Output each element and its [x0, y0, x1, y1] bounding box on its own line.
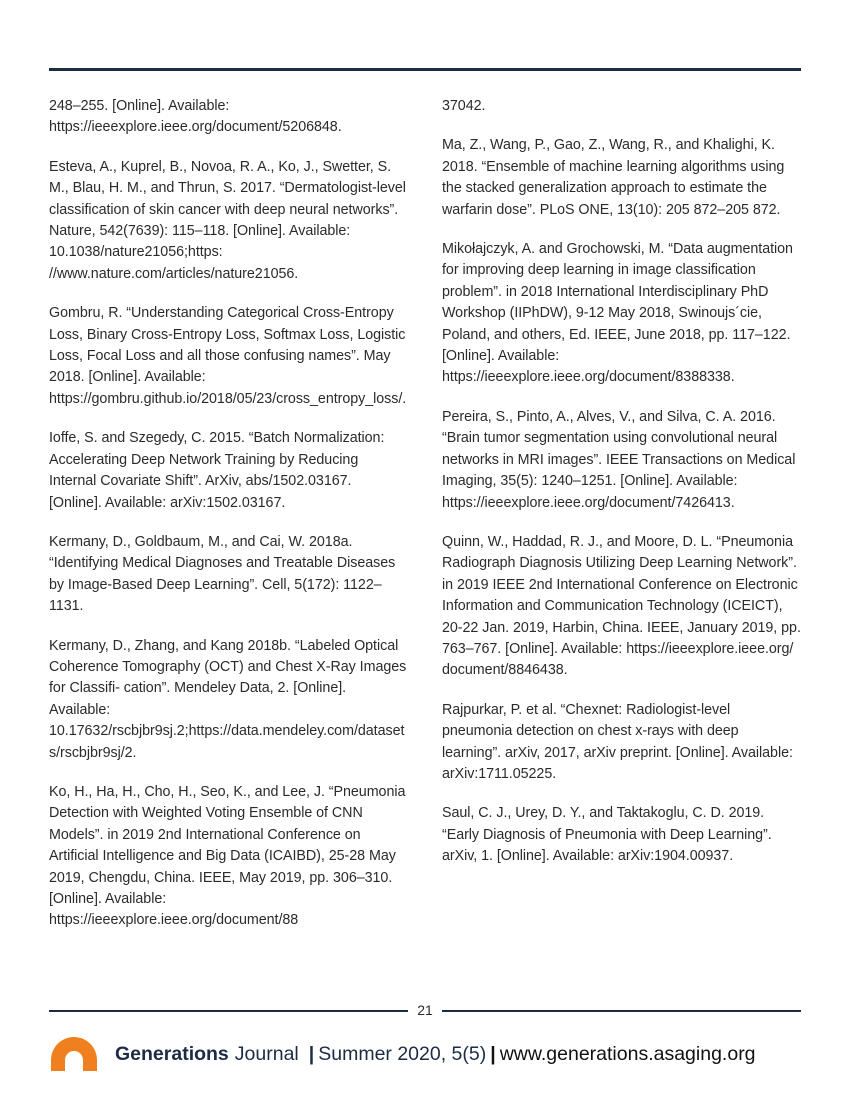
page-footer: [0, 995, 850, 1100]
footer-brand: Generations: [115, 1042, 229, 1065]
reference-item: Kermany, D., Zhang, and Kang 2018b. “Labeled Optical Coherence Tomography (OCT) and Chest X-Ray Images for Classifi- cation”. Mendeley Data, 2. [Online]. Available: 10.17632/rscbjbr9sj.2;https://data.mendeley.com/datasets/rscbjbr9sj/2.: [49, 637, 407, 761]
reference-item: Gombru, R. “Understanding Categorical Cross-Entropy Loss, Binary Cross-Entropy Loss, Softmax Loss, Logistic Loss, Focal Loss and all those confusing names”. May 2018. [Online]. Available: https://gombru.github.io/2018/05/23/cross_entropy_loss/.: [49, 305, 407, 407]
header-rule: [49, 68, 801, 71]
generations-arch-logo-icon: [49, 1037, 99, 1071]
page-number-row: [49, 1001, 801, 1021]
reference-item: Kermany, D., Goldbaum, M., and Cai, W. 2018a. “Identifying Medical Diagnoses and Treatable Diseases by Image-Based Deep Learning”. Cell, 5(172): 1122–1131.: [49, 533, 396, 615]
reference-columns: [49, 96, 801, 966]
footer-text: [115, 1043, 756, 1065]
reference-item: Ko, H., Ha, H., Cho, H., Seo, K., and Lee, J. “Pneumonia Detection with Weighted Voting Ensemble of CNN Models”. in 2019 2nd International Conference on Artificial Intelligence and Big Data (ICAIBD), 25-28 May 2019, Chengdu, China. IEEE, May 2019, pp. 306–310. [Online]. Available: https://ieeexplore.ieee.org/document/88: [49, 783, 406, 929]
footer-journal: Journal: [234, 1042, 299, 1065]
footer-rule-left: [49, 1010, 408, 1012]
reference-item: 37042.: [442, 98, 486, 114]
reference-item: Rajpurkar, P. et al. “Chexnet: Radiologist-level pneumonia detection on chest x-rays with deep learning”. arXiv, 2017, arXiv preprint. [Online]. Available: arXiv:1711.05225.: [442, 701, 793, 782]
right-column: [442, 96, 801, 966]
reference-item: Ioffe, S. and Szegedy, C. 2015. “Batch Normalization: Accelerating Deep Network Training by Reducing Internal Covariate Shift”. ArXiv, abs/1502.03167. [Online]. Available: arXiv:1502.03167.: [49, 430, 385, 511]
reference-item: Quinn, W., Haddad, R. J., and Moore, D. L. “Pneumonia Radiograph Diagnosis Utilizing Deep Learning Network”. in 2019 IEEE 2nd International Conference on Electronic Information and Communication Technology (ICEICT), 20-22 Jan. 2019, Harbin, China. IEEE, January 2019, pp. 763–767. [Online]. Available: https://ieeexplore.ieee.org/ document/8846438.: [442, 533, 801, 679]
footer-separator-2: |: [490, 1042, 496, 1065]
reference-item: 248–255. [Online]. Available: https://ieeexplore.ieee.org/document/5206848.: [49, 98, 342, 136]
left-column: [49, 96, 408, 966]
reference-item: Mikołajczyk, A. and Grochowski, M. “Data augmentation for improving deep learning in image classification problem”. in 2018 International Interdisciplinary PhD Workshop (IIPhDW), 9-12 May 2018, Swinoujs´cie, Poland, and others, Ed. IEEE, June 2018, pp. 117–122. [Online]. Available: https://ieeexplore.ieee.org/document/8388338.: [442, 241, 793, 386]
footer-url[interactable]: www.generations.asaging.org: [499, 1042, 756, 1065]
reference-item: Ma, Z., Wang, P., Gao, Z., Wang, R., and Khalighi, K. 2018. “Ensemble of machine learning algorithms using the stacked generalization approach to estimate the warfarin dose”. PLoS ONE, 13(10): 205 872–205 872.: [442, 137, 785, 218]
page-number: 21: [417, 1002, 433, 1018]
footer-issue: Summer 2020, 5(5): [318, 1042, 487, 1065]
footer-separator-1: |: [308, 1042, 315, 1065]
reference-item: Esteva, A., Kuprel, B., Novoa, R. A., Ko, J., Swetter, S. M., Blau, H. M., and Thrun, S. 2017. “Dermatologist-level classification of skin cancer with deep neural networks”. Nature, 542(7639): 115–118. [Online]. Available: 10.1038/nature21056;https: //www.nature.com/articles/nature21056.: [49, 158, 406, 282]
reference-item: Pereira, S., Pinto, A., Alves, V., and Silva, C. A. 2016. “Brain tumor segmentation using convolutional neural networks in MRI images”. IEEE Transactions on Medical Imaging, 35(5): 1240–1251. [Online]. Available: https://ieeexplore.ieee.org/document/7426413.: [442, 408, 796, 511]
footer-branding: [49, 1025, 801, 1083]
footer-rule-right: [442, 1010, 801, 1012]
reference-item: Saul, C. J., Urey, D. Y., and Taktakoglu, C. D. 2019. “Early Diagnosis of Pneumonia with Deep Learning”. arXiv, 1. [Online]. Available: arXiv:1904.00937.: [442, 805, 772, 865]
